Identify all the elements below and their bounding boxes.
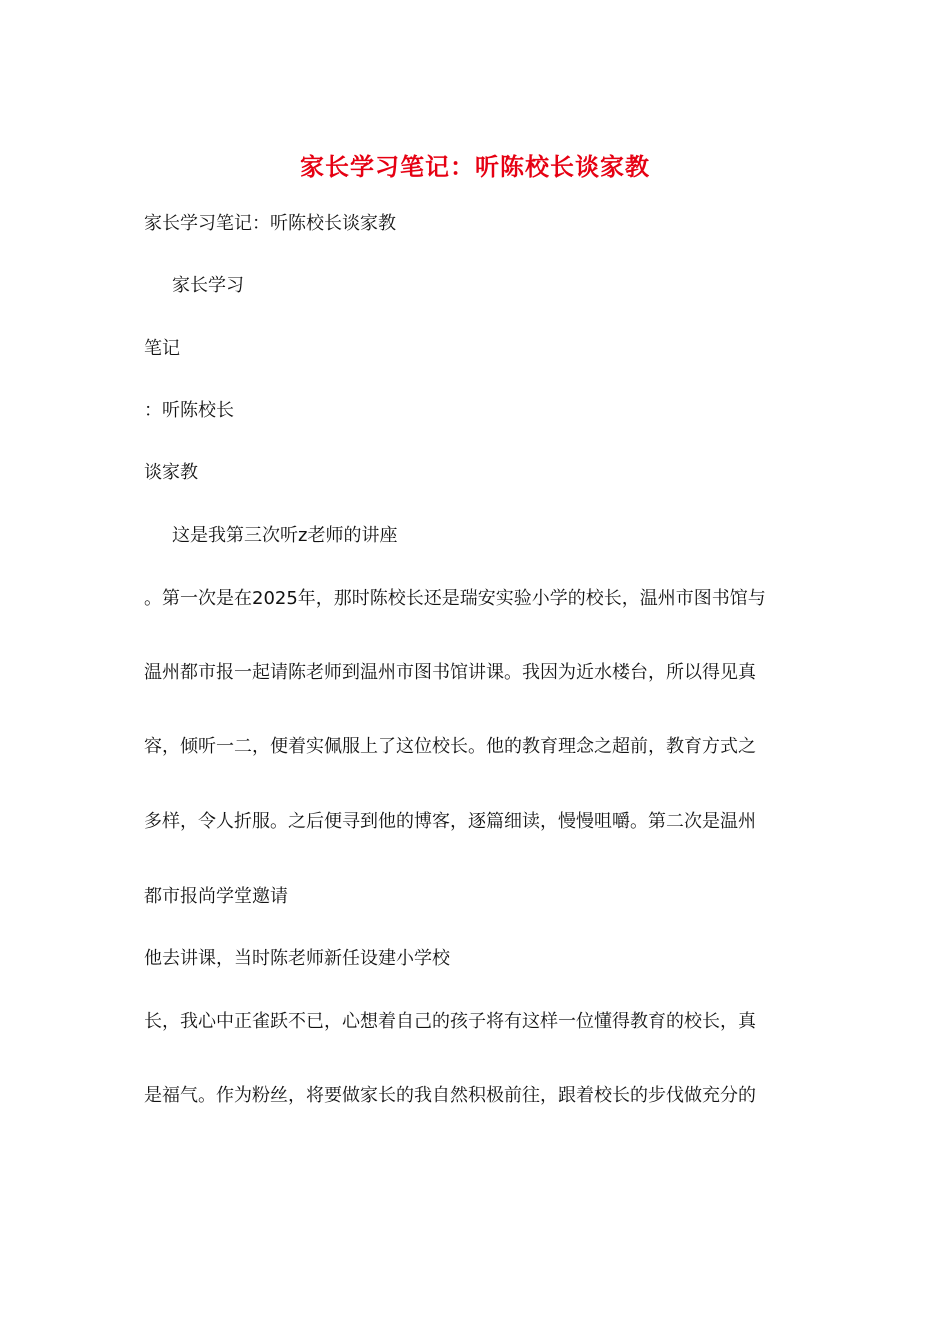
body-line-7: 。第一次是在2025年，那时陈校长还是瑞安实验小学的校长，温州市图书馆与 bbox=[144, 588, 766, 609]
body-line-2: 家长学习 bbox=[172, 275, 244, 296]
body-line-8: 温州都市报一起请陈老师到温州市图书馆讲课。我因为近水楼台，所以得见真 bbox=[144, 662, 756, 683]
document-title: 家长学习笔记：听陈校长谈家教 bbox=[300, 152, 650, 181]
body-line-6: 这是我第三次听z老师的讲座 bbox=[172, 525, 398, 546]
body-line-5: 谈家教 bbox=[144, 462, 198, 483]
body-line-10: 多样，令人折服。之后便寻到他的博客，逐篇细读，慢慢咀嚼。第二次是温州 bbox=[144, 811, 756, 832]
body-line-14: 是福气。作为粉丝，将要做家长的我自然积极前往，跟着校长的步伐做充分的 bbox=[144, 1085, 756, 1106]
body-line-12: 他去讲课，当时陈老师新任设建小学校 bbox=[144, 948, 450, 969]
body-line-1: 家长学习笔记：听陈校长谈家教 bbox=[144, 213, 396, 234]
body-line-3: 笔记 bbox=[144, 338, 180, 359]
body-line-9: 容，倾听一二，便着实佩服上了这位校长。他的教育理念之超前，教育方式之 bbox=[144, 736, 756, 757]
body-line-11: 都市报尚学堂邀请 bbox=[144, 886, 288, 907]
body-line-4: ：听陈校长 bbox=[144, 400, 234, 421]
body-line-13: 长，我心中正雀跃不已，心想着自己的孩子将有这样一位懂得教育的校长，真 bbox=[144, 1011, 756, 1032]
